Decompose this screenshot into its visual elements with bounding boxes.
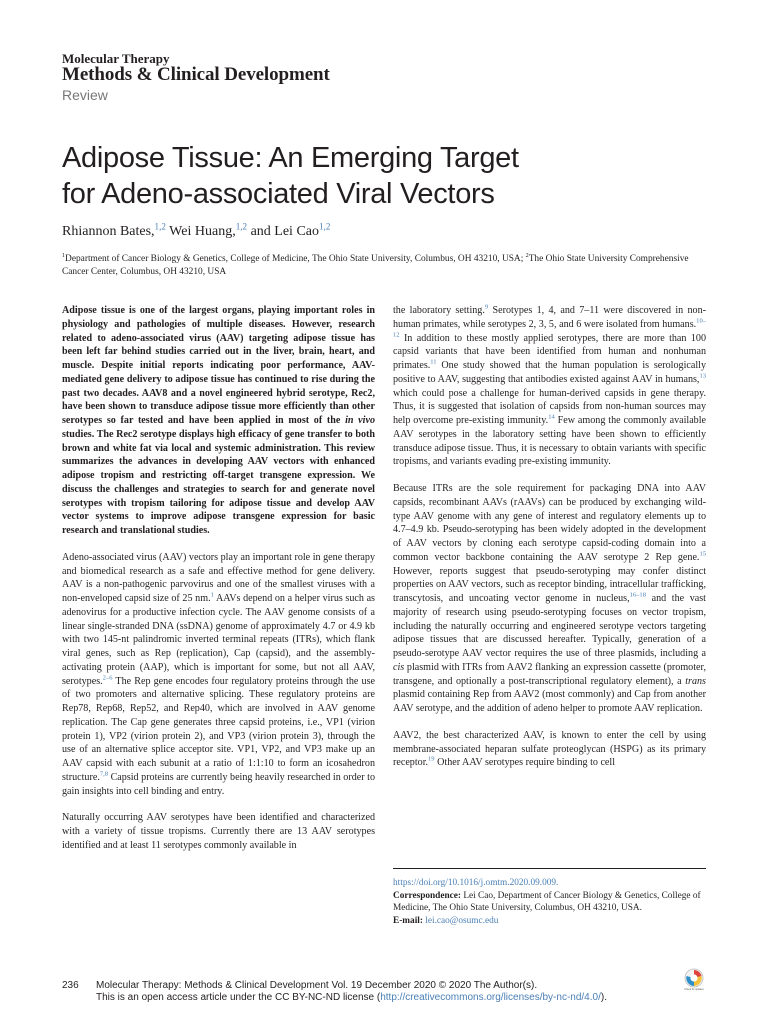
license-link[interactable]: http://creativecommons.org/licenses/by-nc-nd/4.0/	[380, 992, 601, 1003]
body-text: Because ITRs are the sole requirement for packaging DNA into AAV capsids, recombinant AAVs (rAAVs) can be produced by exchanging wild-type AAV genome with any gene of interest and regulatory elements up to 4.7–4.9 kb. Pseudo-serotyping has been widely adopted in the development of AAV vectors by cloning each serotype capsid-coding domain into a common vector backbone containing the AAV serotype 2 Rep gene.	[393, 483, 706, 563]
body-text: AAVs depend on a helper virus such as adenovirus for a productive infection cycle. The AAV genome consists of a linear single-stranded DNA (ssDNA) genome of approximately 4.7 or 4.9 kb with two 145-nt palindromic inverted terminal repeats (ITRs), which flank viral genes, such as Rep (replication), Cap (capsid), and the assembly-activating protein (AAP), which is important for some, but not all AAV, serotypes.	[62, 593, 375, 687]
body-text: and the vast majority of research using pseudo-serotyping focuses on vector tropism, including the naturally occurring and engineered serotype vectors targeting adipose tissues that are discussed hereafter. Typically, generation of a pseudo-serotype AAV vector requires the use of three plasmids, including a	[393, 593, 706, 659]
body-text: Other AAV serotypes require binding to cell	[434, 757, 616, 769]
citation-ref[interactable]: 1	[210, 591, 214, 599]
body-text: plasmid containing Rep from AAV2 (most commonly) and Cap from another AAV serotype, and the addition of adeno helper to promote AAV replication.	[393, 689, 706, 714]
citation-ref[interactable]: 9	[484, 303, 489, 311]
left-column	[62, 304, 375, 866]
footer-citation: Molecular Therapy: Methods & Clinical Development Vol. 19 December 2020 © 2020 The Author(s).	[96, 980, 538, 991]
title-line-2: for Adeno-associated Viral Vectors	[62, 178, 495, 210]
correspondence-box	[393, 868, 706, 927]
body-italic: cis	[393, 661, 405, 673]
email-label: E-mail:	[393, 915, 423, 926]
correspondence	[393, 890, 706, 915]
abstract-text: studies. The Rec2 serotype displays high efficacy of gene transfer to both brown and white fat via local and systemic administration. This review summarizes the advances in developing AAV vectors with enhanced adipose tropism and restricting off-target transgene expression. We discuss the challenges and strategies to search for and generate novel serotypes with tropism tailoring for adipose tissue and develop AAV vector systems to improve adipose transgene expression for basic research and translational studies.	[62, 428, 375, 536]
email-link[interactable]: lei.cao@osumc.edu	[422, 915, 499, 926]
journal-section-title: Methods & Clinical Development	[62, 64, 330, 85]
body-text: One study showed that the human population is serologically positive to AAV, suggesting that antibodies existed against AAV in humans,	[393, 360, 706, 385]
citation-ref[interactable]: 13	[699, 372, 706, 380]
right-column	[393, 304, 706, 783]
affiliation-number: 1	[62, 252, 66, 259]
article-title	[62, 140, 622, 212]
affiliation-text: Department of Cancer Biology & Genetics, College of Medicine, The Ohio State University, Columbus, OH 43210, USA;	[65, 254, 526, 264]
email-line	[393, 915, 706, 928]
correspondence-text: Lei Cao, Department of Cancer Biology & Genetics, College of Medicine, The Ohio State University, Columbus, OH 43210, USA.	[393, 890, 701, 914]
citation-ref[interactable]: 2–6	[102, 674, 113, 682]
body-italic: trans	[685, 675, 706, 687]
author-affiliation-ref[interactable]: 1,2	[154, 221, 166, 232]
body-paragraph: Naturally occurring AAV serotypes have been identified and characterized with a variety of tissue tropisms. Currently there are 13 AAV serotypes identified and at least 11 serotypes commonly available in	[62, 812, 375, 851]
citation-ref[interactable]: 19	[428, 755, 435, 763]
license-text: ).	[600, 992, 607, 1003]
license-text: This is an open access article under the CC BY-NC-ND license (	[96, 992, 381, 1003]
author-name: Rhiannon Bates,	[62, 224, 155, 239]
author-name: Wei Huang,	[165, 224, 236, 239]
body-text: Adeno-associated virus (AAV) vectors play an important role in gene therapy and biomedical research as a safe and effective method for gene delivery. AAV is a non-pathogenic parvovirus and one of the smallest viruses with a non-enveloped capsid size of 25 nm.	[62, 551, 375, 604]
article-type-label: Review	[62, 87, 108, 103]
correspondence-label: Correspondence:	[393, 890, 461, 901]
title-line-1: Adipose Tissue: An Emerging Target	[62, 142, 519, 174]
body-text: which could pose a challenge for human-derived capsids in gene therapy. Thus, it is suggested that isolation of capsids from non-human sources may help overcome pre-existing immunity.	[393, 387, 706, 426]
abstract	[62, 304, 375, 538]
author-affiliation-ref[interactable]: 1,2	[319, 221, 331, 232]
body-text: AAV2, the best characterized AAV, is known to enter the cell by using membrane-associated heparan sulfate proteoglycan (HSPG) as its primary receptor.	[393, 729, 706, 769]
check-updates-icon	[683, 968, 705, 996]
abstract-text: Adipose tissue is one of the largest organs, playing important roles in physiology and pathologies of multiple diseases. However, research related to adeno-associated virus (AAV) targeting adipose tissue has been left far behind studies carried out in the liver, brain, heart, and muscle. Despite initial reports indicating poor performance, AAV-mediated gene delivery to adipose tissue has continued to rise during the past two decades. AAV8 and a novel engineered hybrid serotype, Rec2, have been shown to transduce adipose tissue more efficiently than other serotypes so far tested and have been applied in most of the	[62, 305, 375, 426]
affiliations	[62, 253, 710, 280]
affiliation-number: 2	[525, 252, 529, 259]
body-text: However, reports suggest that pseudo-serotyping may confer distinct properties on AAV vectors, such as receptor binding, intracellular trafficking, transcytosis, and uncoating vector genome in nucleus,	[393, 565, 706, 604]
body-text: The Rep gene encodes four regulatory proteins through the use of two promoters and alternative splicing. These regulatory proteins are Rep78, Rep68, Rep52, and Rep40, which are involved in AAV genome replication. The Cap gene generates three capsid proteins, i.e., VP1 (virion protein 1), VP2 (virion protein 2), and VP3 (virion protein 3), through the use of an alternative splice acceptor site. VP1, VP2, and VP3 make up an AAV capsid with each subunit at a ratio of 1:1:10 to form an icosahedron structure.	[62, 675, 375, 783]
author-name: and Lei Cao	[247, 224, 319, 239]
citation-ref[interactable]: 7,8	[99, 770, 109, 778]
doi-link[interactable]: https://doi.org/10.1016/j.omtm.2020.09.009.	[393, 878, 559, 888]
body-text: In addition to these mostly applied serotypes, there are more than 100 capsid variants that have been identified from human and nonhuman primates.	[393, 332, 706, 371]
citation-ref[interactable]: 15	[699, 550, 706, 558]
citation-ref[interactable]: 16–18	[629, 591, 646, 599]
journal-name-small: Molecular Therapy	[62, 51, 170, 66]
body-paragraph	[393, 304, 706, 469]
author-affiliation-ref[interactable]: 1,2	[235, 221, 248, 232]
citation-ref[interactable]: 10–12	[393, 317, 706, 339]
check-for-updates-badge[interactable]	[683, 968, 705, 996]
page-footer	[96, 980, 696, 1004]
body-paragraph	[393, 482, 706, 716]
badge-label: Check for updates	[684, 988, 704, 991]
affiliation-text: The Ohio State University Comprehensive Cancer Center, Columbus, OH 43210, USA	[62, 254, 689, 278]
abstract-italic: in vivo	[345, 415, 375, 426]
footer-license	[96, 992, 696, 1004]
body-text: Few among the commonly available AAV serotypes in the laboratory setting have been shown to efficiently transduce adipose tissue. Thus, it is necessary to obtain variants with specific tropisms, and variants evading pre-existing immunity.	[393, 415, 707, 468]
author-list	[62, 221, 331, 240]
body-paragraph	[62, 551, 375, 799]
body-text: Serotypes 1, 4, and 7–11 were discovered in non-human primates, while serotypes 2, 3, 5, and 6 were isolated from humans.	[393, 305, 707, 330]
body-text: plasmid with ITRs from AAV2 flanking an expression cassette (promoter, transgene, and optionally a post-transcriptional regulatory element), a	[393, 661, 706, 687]
citation-ref[interactable]: 14	[548, 413, 555, 421]
body-paragraph	[393, 729, 706, 770]
citation-ref[interactable]: 11	[430, 358, 437, 366]
page-number: 236	[62, 980, 79, 991]
body-text: Capsid proteins are currently being heavily researched in order to gain insights into cell binding and entry.	[62, 771, 375, 797]
body-text: the laboratory setting.	[393, 305, 485, 316]
